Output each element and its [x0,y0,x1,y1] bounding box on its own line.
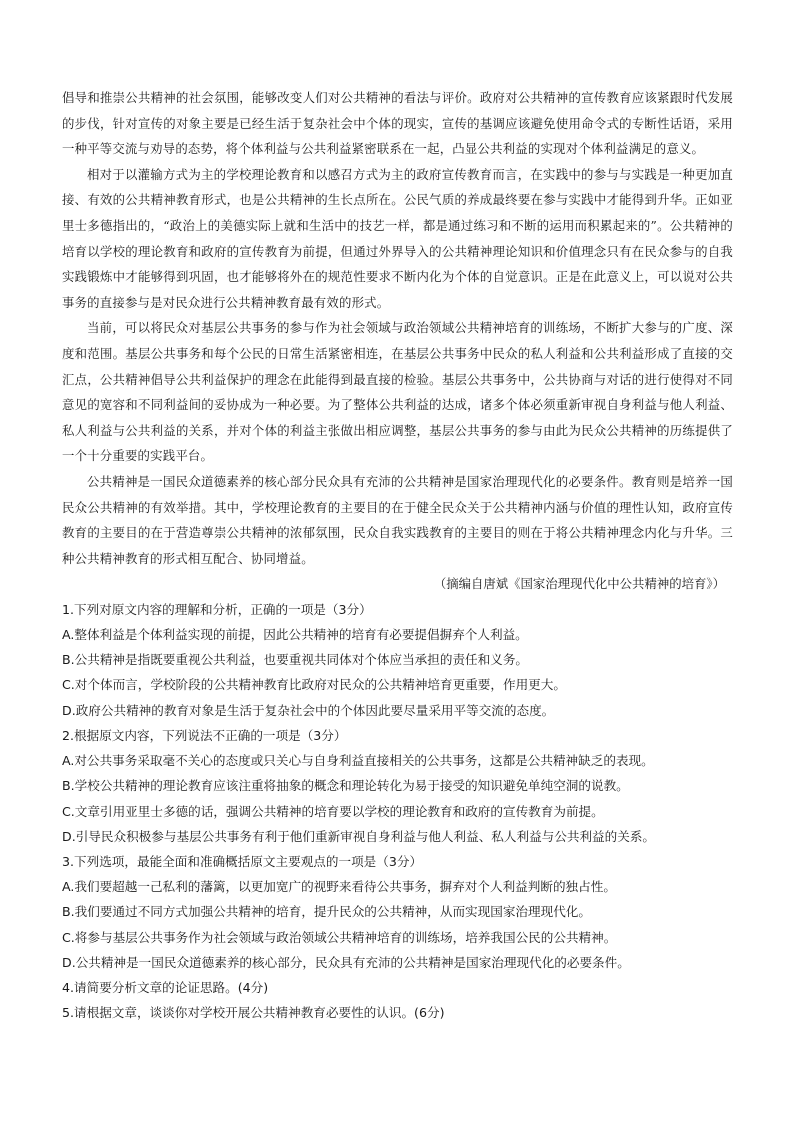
question-2 [62,723,733,849]
option-d: D.政府公共精神的教育对象是生活于复杂社会中的个体因此要尽量采用平等交流的态度。 [62,702,555,718]
option-b: B.公共精神是指既要重视公共利益，也要重视共同体对个体应当承担的责任和义务。 [62,652,529,668]
document-page [62,85,733,1025]
option-a: A.整体利益是个体利益实现的前提，因此公共精神的培育有必要提倡摒弃个人利益。 [62,627,528,643]
article-paragraph-4: 公共精神是一国民众道德素养的核心部分民众具有充沛的公共精神是国家治理现代化的必要条件。教育则是培养一国民众公共精神的有效举措。其中，学校理论教育的主要目的在于健全民众关于公共精神内涵与价值的理性认知，政府宣传教育的主要目的在于营造尊崇公共精神的浓郁氛围，民众自我实践教育的主要目的则在于将公共精神理念内化与升华。三种公共精神教育的形式相互配合、协同增益。 [62,473,733,566]
option-c: C.将参与基层公共事务作为社会领域与政治领域公共精神培育的训练场，培养我国公民的公共精神。 [62,929,617,945]
option-b: B.我们要通过不同方式加强公共精神的培育，提升民众的公共精神，从而实现国家治理现代化。 [62,904,591,920]
question-stem: 4.请简要分析文章的论证思路。(4分) [62,979,269,995]
article-source: （摘编自唐斌《国家治理现代化中公共精神的培育》） [433,576,725,592]
option-a: A.我们要超越一己私利的藩篱，以更加宽广的视野来看待公共事务，摒弃对个人利益判断的独占性。 [62,879,616,895]
question-5 [62,1000,733,1025]
question-1 [62,597,733,723]
option-a: A.对公共事务采取毫不关心的态度或只关心与自身利益直接相关的公共事务，这都是公共精神缺乏的表现。 [62,753,654,769]
option-c: C.文章引用亚里士多德的话，强调公共精神的培育要以学校的理论教育和政府的宣传教育为前提。 [62,803,604,819]
question-3 [62,849,733,975]
question-stem: 3.下列选项，最能全面和准确概括原文主要观点的一项是（3分） [62,853,423,869]
option-d: D.公共精神是一国民众道德素养的核心部分，民众具有充沛的公共精神是国家治理现代化的必要条件。 [62,954,630,970]
question-stem: 5.请根据文章，谈谈你对学校开展公共精神教育必要性的认识。(6分) [62,1005,445,1021]
option-d: D.引导民众积极参与基层公共事务有利于他们重新审视自身利益与他人利益、私人利益与公共利益的关系。 [62,828,656,844]
question-list [62,597,733,1025]
option-b: B.学校公共精神的理论教育应该注重将抽象的概念和理论转化为易于接受的知识避免单纯空洞的说教。 [62,778,629,794]
question-4 [62,975,733,1000]
question-stem: 1.下列对原文内容的理解和分析，正确的一项是（3分） [62,601,372,617]
option-c: C.对个体而言，学校阶段的公共精神教育比政府对民众的公共精神培育更重要，作用更大。 [62,677,566,693]
article-paragraph-3: 当前，可以将民众对基层公共事务的参与作为社会领域与政治领域公共精神培育的训练场，不断扩大参与的广度、深度和范围。基层公共事务和每个公民的日常生活紧密相连，在基层公共事务中民众的私人利益和公共利益形成了直接的交汇点，公共精神倡导公共利益保护的理念在此能得到最直接的检验。基层公共事务中，公共协商与对话的进行使得对不同意见的宽容和不同利益间的妥协成为一种必要。为了整体公共利益的达成，诸多个体必须重新审视自身利益与他人利益、私人利益与公共利益的关系，并对个体的利益主张做出相应调整，基层公共事务的参与由此为民众公共精神的历练提供了一个十分重要的实践平台。 [62,320,733,464]
article-paragraph-2: 相对于以灌输方式为主的学校理论教育和以感召方式为主的政府宣传教育而言，在实践中的参与与实践是一种更加直接、有效的公共精神教育形式，也是公共精神的生长点所在。公民气质的养成最终要在参与实践中才能得到升华。正如亚里士多德指出的，“政治上的美德实际上就和生活中的技艺一样，都是通过练习和不断的运用而积累起来的”。公共精神的培育以学校的理论教育和政府的宣传教育为前提，但通过外界导入的公共精神理论知识和价值理念只有在民众参与的自我实践锻炼中才能够得到巩固，也才能够将外在的规范性要求不断内化为个体的自觉意识。正是在此意义上，可以说对公共事务的直接参与是对民众进行公共精神教育最有效的形式。 [62,166,733,310]
article-paragraph-1: 倡导和推崇公共精神的社会氛围，能够改变人们对公共精神的看法与评价。政府对公共精神的宣传教育应该紧跟时代发展的步伐，针对宣传的对象主要是已经生活于复杂社会中个体的现实，宣传的基调应该避免使用命令式的专断性话语，采用一种平等交流与劝导的态势，将个体利益与公共利益紧密联系在一起，凸显公共利益的实现对个体利益满足的意义。 [62,90,733,157]
question-stem: 2.根据原文内容，下列说法不正确的一项是（3分） [62,727,347,743]
article-body [62,85,733,597]
